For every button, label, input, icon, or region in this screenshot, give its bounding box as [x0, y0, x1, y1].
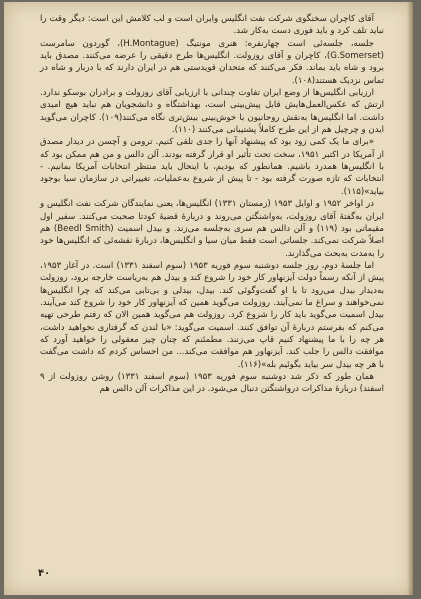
paragraph: آقای کاچران سخنگوی شرکت نفت انگلیس وایران است و لب کلامش این است: دیگر وقت را نباید تلف کرد و باید فوری دست به‌کار شد. [40, 14, 384, 37]
document-page [4, 2, 413, 595]
paragraph: جلسه، جلسه‌ئی است چهارنفره: هنری مونتیگ (H.Montague)، گوردون سامرست (G.Somerset)، کاچران و آقای روزولت. انگلیس‌ها طرح دقیقی را عرضه می‌کنند. مصدق باید برود و شاه باید بماند. فکر می‌کنند که متحدان قویدستی هم در ایران دارند که با دربار و شاه در تماس نزدیک هستند(۱۰۸). [40, 38, 384, 86]
paragraph: «برای ما یک کمی زود بود که پیشنهاد آنها را جدی تلقی کنیم. ترومن و آچسن در دیدار مصدق از آمریکا در اکتبر ۱۹۵۱، سخت تحت تأثیر او قرار گرفته بودند. آلن دالس و من هم ممکن بود که با انگلیس‌ها همدرد باشیم. همانطور که بودیم، با اینحال باید منتظر انتخابات آمریکا بمانیم. - انتخابات که تازه صورت گرفته بود - تا پیش از شروع به‌عملیات، تغییراتی در سازمان سیا بوجود بیاید»(۱۱۵). [40, 137, 384, 197]
body-text [40, 13, 384, 396]
paragraph: در اواخر ۱۹۵۲ و اوایل ۱۹۵۳ (زمستان ۱۳۳۱) انگلیس‌ها، یعنی نمایندگان شرکت نفت انگلیس و ایران به‌گفتهٔ آقای روزولت، به‌واشنگتن می‌روند و دربارهٔ قضیهٔ کودتا صحبت می‌کنند. سفیر اول مقیماتی بود (۱۱۹) و آلن دالس هم سری به‌جلسه می‌زند. و بیدل اسمیت (Beedl Smith) هم اصلاً شرکت نمی‌کند. جلساتی است فقط میان سیا و انگلیس‌ها، دربارهٔ نقشه‌ئی که انگلیس‌ها خود را به‌مدت به‌بحث می‌گذارند. [40, 199, 385, 259]
paragraph: همان طور که ذکر شد دوشنبه سوم فوریه ۱۹۵۳ (سوم اسفند ۱۳۳۱) روشن روزولت از ۹ اسفند) دربارهٔ مذاکرات درواشنگتن دنبال می‌شود. در این مذاکرات آلن دالس هم [40, 371, 384, 395]
paragraph: ارزیابی انگلیس‌ها از وضع ایران تفاوت چندانی با ارزیابی آقای روزولت و برادران بوسکو ندارد. ارتش که عکس‌العمل‌هایش قابل پیش‌بینی است، بهداشتگاه و دانشجویان هم نباید هیچ امیدی داشت. اما انگلیس‌ها به‌نقش روحانیون با خوش‌بینی بیش‌تری نگاه می‌کنند(۱۰۹). کاچران می‌گوید ایدن و چرچیل هم از این طرح کاملاً پشتیبانی می‌کنند (۱۱۰). [40, 88, 384, 136]
page-number: ۴۰ [38, 568, 51, 579]
paragraph: اما جلسهٔ دوم، روز جلسه دوشنبه سوم فوریه ۱۹۵۳ (سوم اسفند ۱۳۳۱) است. در آغاز ۱۹۵۳، پیش از آنکه رسماً دولت آیزنهاور کار خود را شروع کند و بیدل هم به‌ریاست خارجه برود، روزولت به‌دیدار بیدل می‌رود تا با او گفت‌وگوئی کند. بیدل، بیدلی و بی‌تابی می‌کند که چرا انگلیس‌ها نمی‌خواهند و سراغ ما نمی‌آیند. روزولت می‌گوید همین که آیزنهاور کار خود را شروع کند می‌آیند. بیدل اسمیت می‌گوید باید کار را شروع کرد. روزولت هم می‌گوید همین الان که رفتم طرحی تهیه می‌کنم که بفرستم دربارهٔ آن توافق کنند. اسمیت می‌گوید: «با لندن که گرفتاری نخواهید داشت، هر چه را با ما پیشنهاد کنیم قاپ می‌زنند. مطمئنم که چنان چیز معقولی را خواهید آورد که موافقت دالس را جلب کند. آیزنهاور هم موافقت می‌کند... من احساس کردم که داشت می‌گفت با هر چه بیدل سر بیاید بگوئیم بله»(۱۱۶). [40, 260, 384, 370]
